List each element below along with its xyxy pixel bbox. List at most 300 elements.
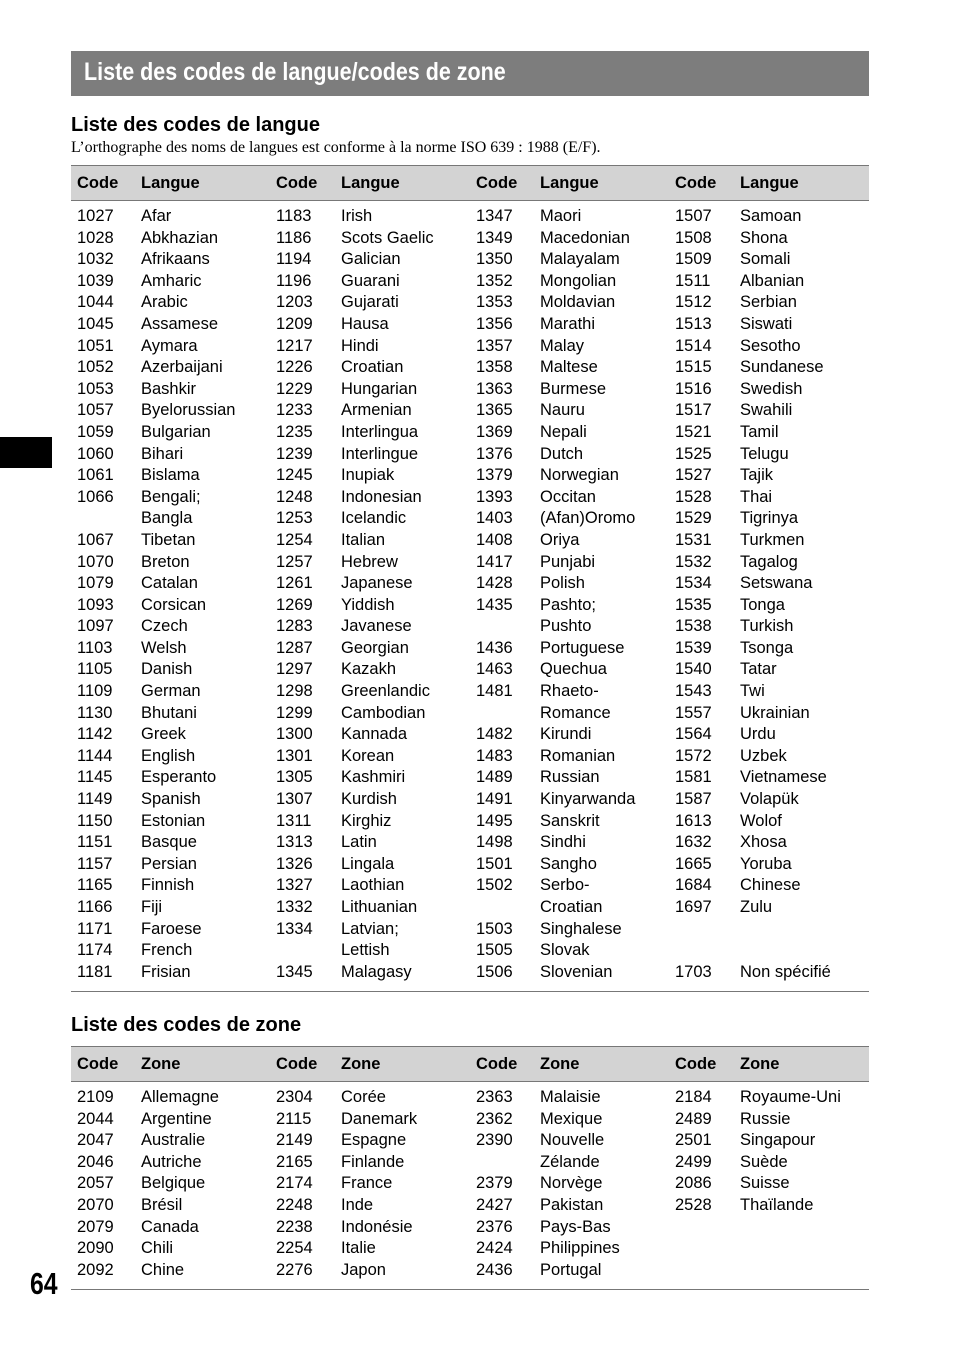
code-cell: 1538 [675,617,712,636]
name-cell: Malagasy [341,962,412,981]
name-cell: Sundanese [740,358,824,377]
name-cell: Thaïlande [740,1195,814,1214]
name-cell: Catalan [141,574,198,593]
code-cell: 1229 [276,379,313,398]
name-cell: Tsonga [740,638,794,657]
code-cell: 1039 [77,271,114,290]
code-cell: 1632 [675,833,712,852]
name-cell: Telugu [740,444,789,463]
code-cell: 1142 [77,725,113,744]
name-cell: Tibetan [141,530,196,549]
language-name-column [540,206,635,983]
code-cell [77,508,114,530]
name-cell: Bulgarian [141,422,211,441]
name-cell: Esperanto [141,768,217,787]
code-cell: 1307 [276,790,313,809]
name-cell: Kinyarwanda [540,790,636,809]
code-cell: 2304 [276,1088,313,1106]
name-cell: Zélande [540,1152,600,1171]
name-cell: Chili [141,1239,174,1258]
code-cell: 1528 [675,487,712,506]
name-cell: Urdu [740,725,776,744]
name-cell: Singapour [740,1131,816,1150]
code-cell: 1157 [77,854,113,873]
code-cell: 1532 [675,552,712,571]
code-cell: 1067 [77,530,114,549]
name-cell: Assamese [141,314,219,333]
name-cell: Twi [740,682,765,701]
code-cell: 2390 [476,1131,513,1150]
code-cell: 1502 [476,876,513,895]
name-cell: Afrikaans [141,250,210,269]
code-cell: 1130 [77,703,113,722]
code-cell: 2057 [77,1174,114,1193]
language-code-column [476,206,513,983]
name-cell: Georgian [341,638,409,657]
name-cell: Belgique [141,1174,206,1193]
name-cell: Bengali; [141,487,201,506]
name-cell: Russian [540,768,600,787]
name-cell: Non spécifié [740,962,831,981]
code-cell: 1233 [276,401,313,420]
code-cell: 1171 [77,919,113,938]
name-cell: Royaume-Uni [740,1088,841,1106]
name-cell: Greek [141,725,186,744]
code-cell: 1417 [476,552,513,571]
code-cell: 1217 [276,336,313,355]
code-cell: 2489 [675,1109,712,1128]
zone-table-body [71,1087,869,1285]
code-cell: 1245 [276,466,313,485]
code-cell: 1051 [77,336,114,355]
code-cell: 2149 [276,1131,313,1150]
code-cell: 1403 [476,509,513,528]
name-cell: Laothian [341,876,405,895]
code-cell: 2090 [77,1239,114,1258]
code-cell: 1697 [675,898,712,916]
name-cell: Malaisie [540,1088,601,1106]
name-cell: Bangla [141,509,193,528]
code-cell: 2248 [276,1195,313,1214]
code-cell: 1564 [675,725,712,744]
name-cell: Greenlandic [341,682,430,701]
code-cell: 1235 [276,422,313,441]
name-cell: Uzbek [740,746,787,765]
name-cell: Maltese [540,358,598,377]
code-cell: 2086 [675,1174,712,1193]
name-cell: French [141,941,193,960]
name-cell: Bashkir [141,379,197,398]
code-cell: 2379 [476,1174,513,1193]
code-cell: 1581 [675,768,712,787]
name-cell: Nepali [540,422,587,441]
code-cell: 2362 [476,1109,513,1128]
code-cell: 2376 [476,1217,513,1236]
code-cell: 1543 [675,682,712,701]
code-cell: 2092 [77,1260,114,1279]
code-cell: 1531 [675,530,712,549]
name-cell: Serbo- [540,876,590,895]
name-cell: Mexique [540,1109,603,1128]
name-cell: Malayalam [540,250,620,269]
code-cell: 2109 [77,1088,114,1106]
name-cell: Hausa [341,314,389,333]
name-cell: Armenian [341,401,412,420]
code-cell [675,940,712,962]
code-cell: 1507 [675,207,712,225]
code-cell: 1353 [476,293,513,312]
code-cell: 1151 [77,833,113,852]
name-cell: Chine [141,1260,185,1279]
code-cell: 1299 [276,703,313,722]
name-cell: Romance [540,703,611,722]
name-cell: Yoruba [740,854,792,873]
code-cell: 1194 [276,250,312,269]
name-cell: Tagalog [740,552,798,571]
language-table-bottom-rule [71,991,869,992]
name-cell: Espagne [341,1131,407,1150]
code-cell: 2070 [77,1195,114,1214]
code-cell: 1503 [476,919,513,938]
page-title-bar [71,51,869,96]
code-cell: 1505 [476,941,513,960]
name-cell: Kirghiz [341,811,392,830]
name-cell: Siswati [740,314,793,333]
name-cell: Indonesian [341,487,422,506]
code-cell: 2276 [276,1260,313,1279]
code-cell: 1248 [276,487,313,506]
code-cell: 1358 [476,358,513,377]
name-cell: Swedish [740,379,803,398]
code-cell: 1515 [675,358,712,377]
name-cell: Zulu [740,898,773,916]
name-cell: Gujarati [341,293,399,312]
name-cell: Korean [341,746,395,765]
zone-name-column [740,1087,841,1217]
code-cell: 1052 [77,358,114,377]
code-cell: 1350 [476,250,513,269]
code-cell: 1527 [675,466,712,485]
language-table-header [71,165,869,201]
code-cell: 1254 [276,530,313,549]
name-cell: Latvian; [341,919,399,938]
name-cell: Sanskrit [540,811,600,830]
code-cell: 1105 [77,660,113,679]
name-cell: Basque [141,833,197,852]
name-cell: Thai [740,487,773,506]
code-cell: 1436 [476,638,513,657]
name-cell: Slovak [540,941,590,960]
name-cell: Quechua [540,660,607,679]
name-cell: Arabic [141,293,188,312]
name-cell: Kashmiri [341,768,406,787]
code-cell: 1349 [476,228,513,247]
name-cell: Punjabi [540,552,596,571]
code-cell: 1539 [675,638,712,657]
zone-code-column [77,1087,114,1281]
name-cell: Interlingue [341,444,419,463]
code-cell: 2499 [675,1152,712,1171]
name-cell: Croatian [341,358,404,377]
code-cell: 1044 [77,293,114,312]
code-cell: 1516 [675,379,712,398]
name-cell: English [141,746,196,765]
name-cell: Norwegian [540,466,619,485]
code-cell: 1363 [476,379,513,398]
name-cell: Inde [341,1195,374,1214]
code-cell: 1517 [675,401,712,420]
code-cell: 1209 [276,314,313,333]
language-code-column [77,206,114,983]
code-cell: 1032 [77,250,114,269]
name-cell: Xhosa [740,833,787,852]
zone-table-bottom-rule [71,1289,869,1290]
name-cell: Australie [141,1131,206,1150]
code-cell: 1557 [675,703,712,722]
code-cell: 1408 [476,530,513,549]
name-cell: Tajik [740,466,774,485]
code-cell: 1495 [476,811,513,830]
code-cell: 1535 [675,595,712,614]
code-cell: 1572 [675,746,712,765]
header-zone: Zone [141,1055,181,1073]
code-cell: 1257 [276,552,313,571]
code-cell: 1356 [476,314,513,333]
code-cell: 2427 [476,1195,513,1214]
code-cell: 1376 [476,444,513,463]
name-cell: Spanish [141,790,201,809]
name-cell: Lingala [341,854,395,873]
code-cell: 1481 [476,682,513,701]
code-cell [476,703,513,725]
name-cell: Nouvelle [540,1131,605,1150]
name-cell: Maori [540,207,582,225]
header-code: Code [675,1055,717,1073]
code-cell: 1053 [77,379,114,398]
header-zone: Zone [341,1055,381,1073]
code-cell: 1311 [276,811,312,830]
zone-section-heading: Liste des codes de zone [71,1014,302,1036]
name-cell: Italian [341,530,386,549]
code-cell: 1150 [77,811,113,830]
code-cell: 1357 [476,336,513,355]
code-cell: 1428 [476,574,513,593]
name-cell: Corsican [141,595,207,614]
code-cell: 1512 [675,293,712,312]
name-cell: Sesotho [740,336,801,355]
code-cell: 1379 [476,466,513,485]
name-cell: Aymara [141,336,198,355]
name-cell: German [141,682,201,701]
name-cell: France [341,1174,393,1193]
code-cell: 1027 [77,207,114,225]
code-cell: 1061 [77,466,114,485]
name-cell: Persian [141,854,197,873]
code-cell: 1226 [276,358,313,377]
language-code-column [276,206,313,983]
section-tab-marker [0,437,52,468]
code-cell: 1613 [675,811,712,830]
name-cell: Sangho [540,854,597,873]
code-cell: 2436 [476,1260,513,1279]
code-cell: 1326 [276,854,313,873]
code-cell: 1165 [77,876,113,895]
name-cell: Serbian [740,293,797,312]
language-section-intro: L’orthographe des noms de langues est conforme à la norme ISO 639 : 1988 (E/F). [71,139,601,156]
header-zone: Zone [740,1055,780,1073]
code-cell: 1174 [77,941,113,960]
name-cell: Suisse [740,1174,790,1193]
name-cell: Argentine [141,1109,212,1128]
name-cell: Malay [540,336,585,355]
code-cell: 1144 [77,746,113,765]
name-cell: Chinese [740,876,801,895]
code-cell: 1305 [276,768,313,787]
code-cell: 2238 [276,1217,313,1236]
code-cell [476,897,513,919]
code-cell: 1463 [476,660,513,679]
name-cell: Yiddish [341,595,395,614]
code-cell: 1525 [675,444,712,463]
code-cell: 1514 [675,336,712,355]
code-cell: 1529 [675,509,712,528]
header-zone: Zone [540,1055,580,1073]
name-cell: Czech [141,617,188,636]
code-cell: 1313 [276,833,313,852]
language-table-body [71,206,869,986]
name-cell: Latin [341,833,377,852]
name-cell: Inupiak [341,466,395,485]
name-cell: Tatar [740,660,777,679]
name-cell: Hungarian [341,379,418,398]
language-code-column [675,206,712,983]
code-cell: 1196 [276,271,312,290]
header-language: Langue [341,174,400,192]
code-cell: 1508 [675,228,712,247]
code-cell: 1103 [77,638,113,657]
name-cell: Albanian [740,271,805,290]
name-cell [740,940,831,962]
code-cell: 1186 [276,228,312,247]
code-cell: 1059 [77,422,114,441]
header-code: Code [77,174,119,192]
code-cell: 1511 [675,271,711,290]
name-cell: Japon [341,1260,386,1279]
name-cell: Lettish [341,941,390,960]
name-cell: Allemagne [141,1088,219,1106]
code-cell: 1109 [77,682,113,701]
name-cell: Nauru [540,401,585,420]
name-cell: Turkmen [740,530,805,549]
name-cell: Wolof [740,811,782,830]
code-cell: 1261 [276,574,313,593]
code-cell: 1269 [276,595,313,614]
page-number: 64 [30,1266,58,1301]
code-cell: 1181 [77,962,113,981]
name-cell: Marathi [540,314,596,333]
name-cell: Bislama [141,466,200,485]
code-cell: 2046 [77,1152,114,1171]
code-cell: 1300 [276,725,313,744]
name-cell: Faroese [141,919,202,938]
name-cell: Kirundi [540,725,592,744]
code-cell: 1253 [276,509,313,528]
code-cell [476,1152,513,1174]
zone-code-column [675,1087,712,1217]
name-cell: Galician [341,250,401,269]
code-cell: 1183 [276,207,312,225]
code-cell: 1057 [77,401,114,420]
name-cell: Singhalese [540,919,622,938]
code-cell: 1145 [77,768,113,787]
name-cell: Breton [141,552,190,571]
code-cell: 1345 [276,962,313,981]
name-cell: Portuguese [540,638,625,657]
zone-name-column [341,1087,417,1281]
code-cell: 1301 [276,746,313,765]
language-name-column [141,206,235,983]
name-cell: Kazakh [341,660,397,679]
name-cell: Canada [141,1217,199,1236]
language-section-heading: Liste des codes de langue [71,114,320,136]
name-cell: Croatian [540,898,603,916]
name-cell: Guarani [341,271,400,290]
code-cell [276,940,313,962]
name-cell: Fiji [141,898,163,916]
code-cell: 2044 [77,1109,114,1128]
name-cell: (Afan)Oromo [540,509,636,528]
language-name-column [740,206,831,983]
name-cell: Pashto; [540,595,596,614]
code-cell: 1297 [276,660,313,679]
code-cell: 1283 [276,617,313,636]
name-cell: Russie [740,1109,791,1128]
name-cell: Estonian [141,811,206,830]
code-cell: 1435 [476,595,513,614]
code-cell: 1327 [276,876,313,895]
header-code: Code [77,1055,119,1073]
name-cell: Ukrainian [740,703,810,722]
name-cell: Scots Gaelic [341,228,434,247]
code-cell: 1509 [675,250,712,269]
header-code: Code [476,1055,518,1073]
code-cell: 1287 [276,638,313,657]
code-cell: 1665 [675,854,712,873]
code-cell: 1491 [476,790,513,809]
zone-name-column [540,1087,620,1281]
code-cell: 2501 [675,1131,712,1150]
code-cell: 2174 [276,1174,313,1193]
code-cell: 1483 [476,746,513,765]
name-cell: Suède [740,1152,788,1171]
name-cell: Autriche [141,1152,202,1171]
name-cell: Pushto [540,617,592,636]
name-cell: Byelorussian [141,401,236,420]
name-cell: Somali [740,250,791,269]
name-cell: Welsh [141,638,187,657]
name-cell: Tonga [740,595,785,614]
name-cell: Danish [141,660,193,679]
code-cell: 1684 [675,876,712,895]
code-cell: 1298 [276,682,313,701]
code-cell: 1332 [276,898,313,916]
header-code: Code [276,174,318,192]
name-cell: Hindi [341,336,379,355]
name-cell: Indonésie [341,1217,413,1236]
name-cell: Azerbaijani [141,358,223,377]
name-cell: Polish [540,574,585,593]
zone-code-column [276,1087,313,1281]
